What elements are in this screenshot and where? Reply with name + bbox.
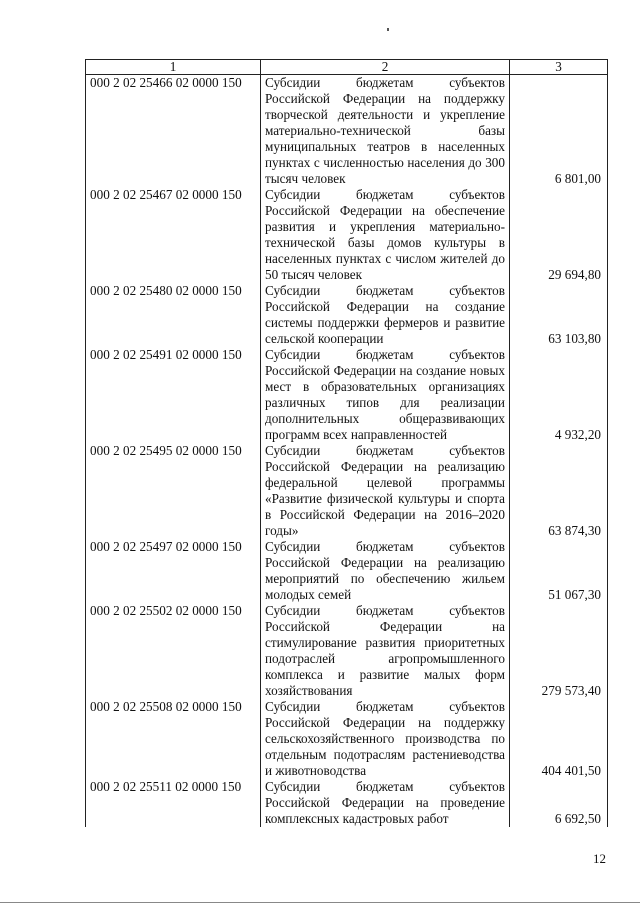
row-amount: 4 932,20 <box>510 347 608 443</box>
row-code: 000 2 02 25495 02 0000 150 <box>86 443 261 539</box>
page-bottom-edge <box>0 902 640 903</box>
row-amount: 29 694,80 <box>510 187 608 283</box>
column-header-2: 2 <box>261 60 510 75</box>
table-row <box>86 443 608 539</box>
table-row <box>86 347 608 443</box>
row-code: 000 2 02 25497 02 0000 150 <box>86 539 261 603</box>
table-row <box>86 699 608 779</box>
row-amount: 63 103,80 <box>510 283 608 347</box>
table-row <box>86 603 608 699</box>
row-code: 000 2 02 25480 02 0000 150 <box>86 283 261 347</box>
row-amount: 6 801,00 <box>510 75 608 188</box>
row-code: 000 2 02 25511 02 0000 150 <box>86 779 261 827</box>
row-description: Субсидии бюджетам субъектов Российской Федерации на проведение комплексных кадастровых работ <box>261 779 510 827</box>
table-row <box>86 283 608 347</box>
row-description: Субсидии бюджетам субъектов Российской Федерации на обеспечение развития и укрепления материально-технической базы домов культуры в населенных пунктах с числом жителей до 50 тысяч человек <box>261 187 510 283</box>
row-description: Субсидии бюджетам субъектов Российской Федерации на поддержку творческой деятельности и укрепление материально-технической базы муниципальных театров в населенных пунктах с численностью населения до 300 тысяч человек <box>261 75 510 188</box>
row-code: 000 2 02 25467 02 0000 150 <box>86 187 261 283</box>
row-description: Субсидии бюджетам субъектов Российской Федерации на создание системы поддержки фермеров и развитие сельской кооперации <box>261 283 510 347</box>
row-code: 000 2 02 25466 02 0000 150 <box>86 75 261 188</box>
budget-table <box>85 59 608 827</box>
row-amount: 63 874,30 <box>510 443 608 539</box>
column-header-3: 3 <box>510 60 608 75</box>
table-row <box>86 187 608 283</box>
row-description: Субсидии бюджетам субъектов Российской Федерации на создание новых мест в образовательных организациях различных типов для реализации дополнительных общеразвивающих программ всех направленностей <box>261 347 510 443</box>
table-row <box>86 539 608 603</box>
row-description: Субсидии бюджетам субъектов Российской Федерации на стимулирование развития приоритетных подотраслей агропромышленного комплекса и развитие малых форм хозяйствования <box>261 603 510 699</box>
row-code: 000 2 02 25491 02 0000 150 <box>86 347 261 443</box>
scan-mark <box>387 28 389 31</box>
row-code: 000 2 02 25508 02 0000 150 <box>86 699 261 779</box>
row-amount: 51 067,30 <box>510 539 608 603</box>
column-header-1: 1 <box>86 60 261 75</box>
row-amount: 6 692,50 <box>510 779 608 827</box>
header-row <box>86 60 608 75</box>
row-description: Субсидии бюджетам субъектов Российской Федерации на поддержку сельскохозяйственного производства по отдельным подотраслям растениеводства и животноводства <box>261 699 510 779</box>
table-row <box>86 779 608 827</box>
row-amount: 279 573,40 <box>510 603 608 699</box>
row-description: Субсидии бюджетам субъектов Российской Федерации на реализацию федеральной целевой программы «Развитие физической культуры и спорта в Российской Федерации на 2016–2020 годы» <box>261 443 510 539</box>
page-number: 12 <box>593 851 606 866</box>
table-row <box>86 75 608 188</box>
row-code: 000 2 02 25502 02 0000 150 <box>86 603 261 699</box>
row-description: Субсидии бюджетам субъектов Российской Федерации на реализацию мероприятий по обеспечению жильем молодых семей <box>261 539 510 603</box>
row-amount: 404 401,50 <box>510 699 608 779</box>
